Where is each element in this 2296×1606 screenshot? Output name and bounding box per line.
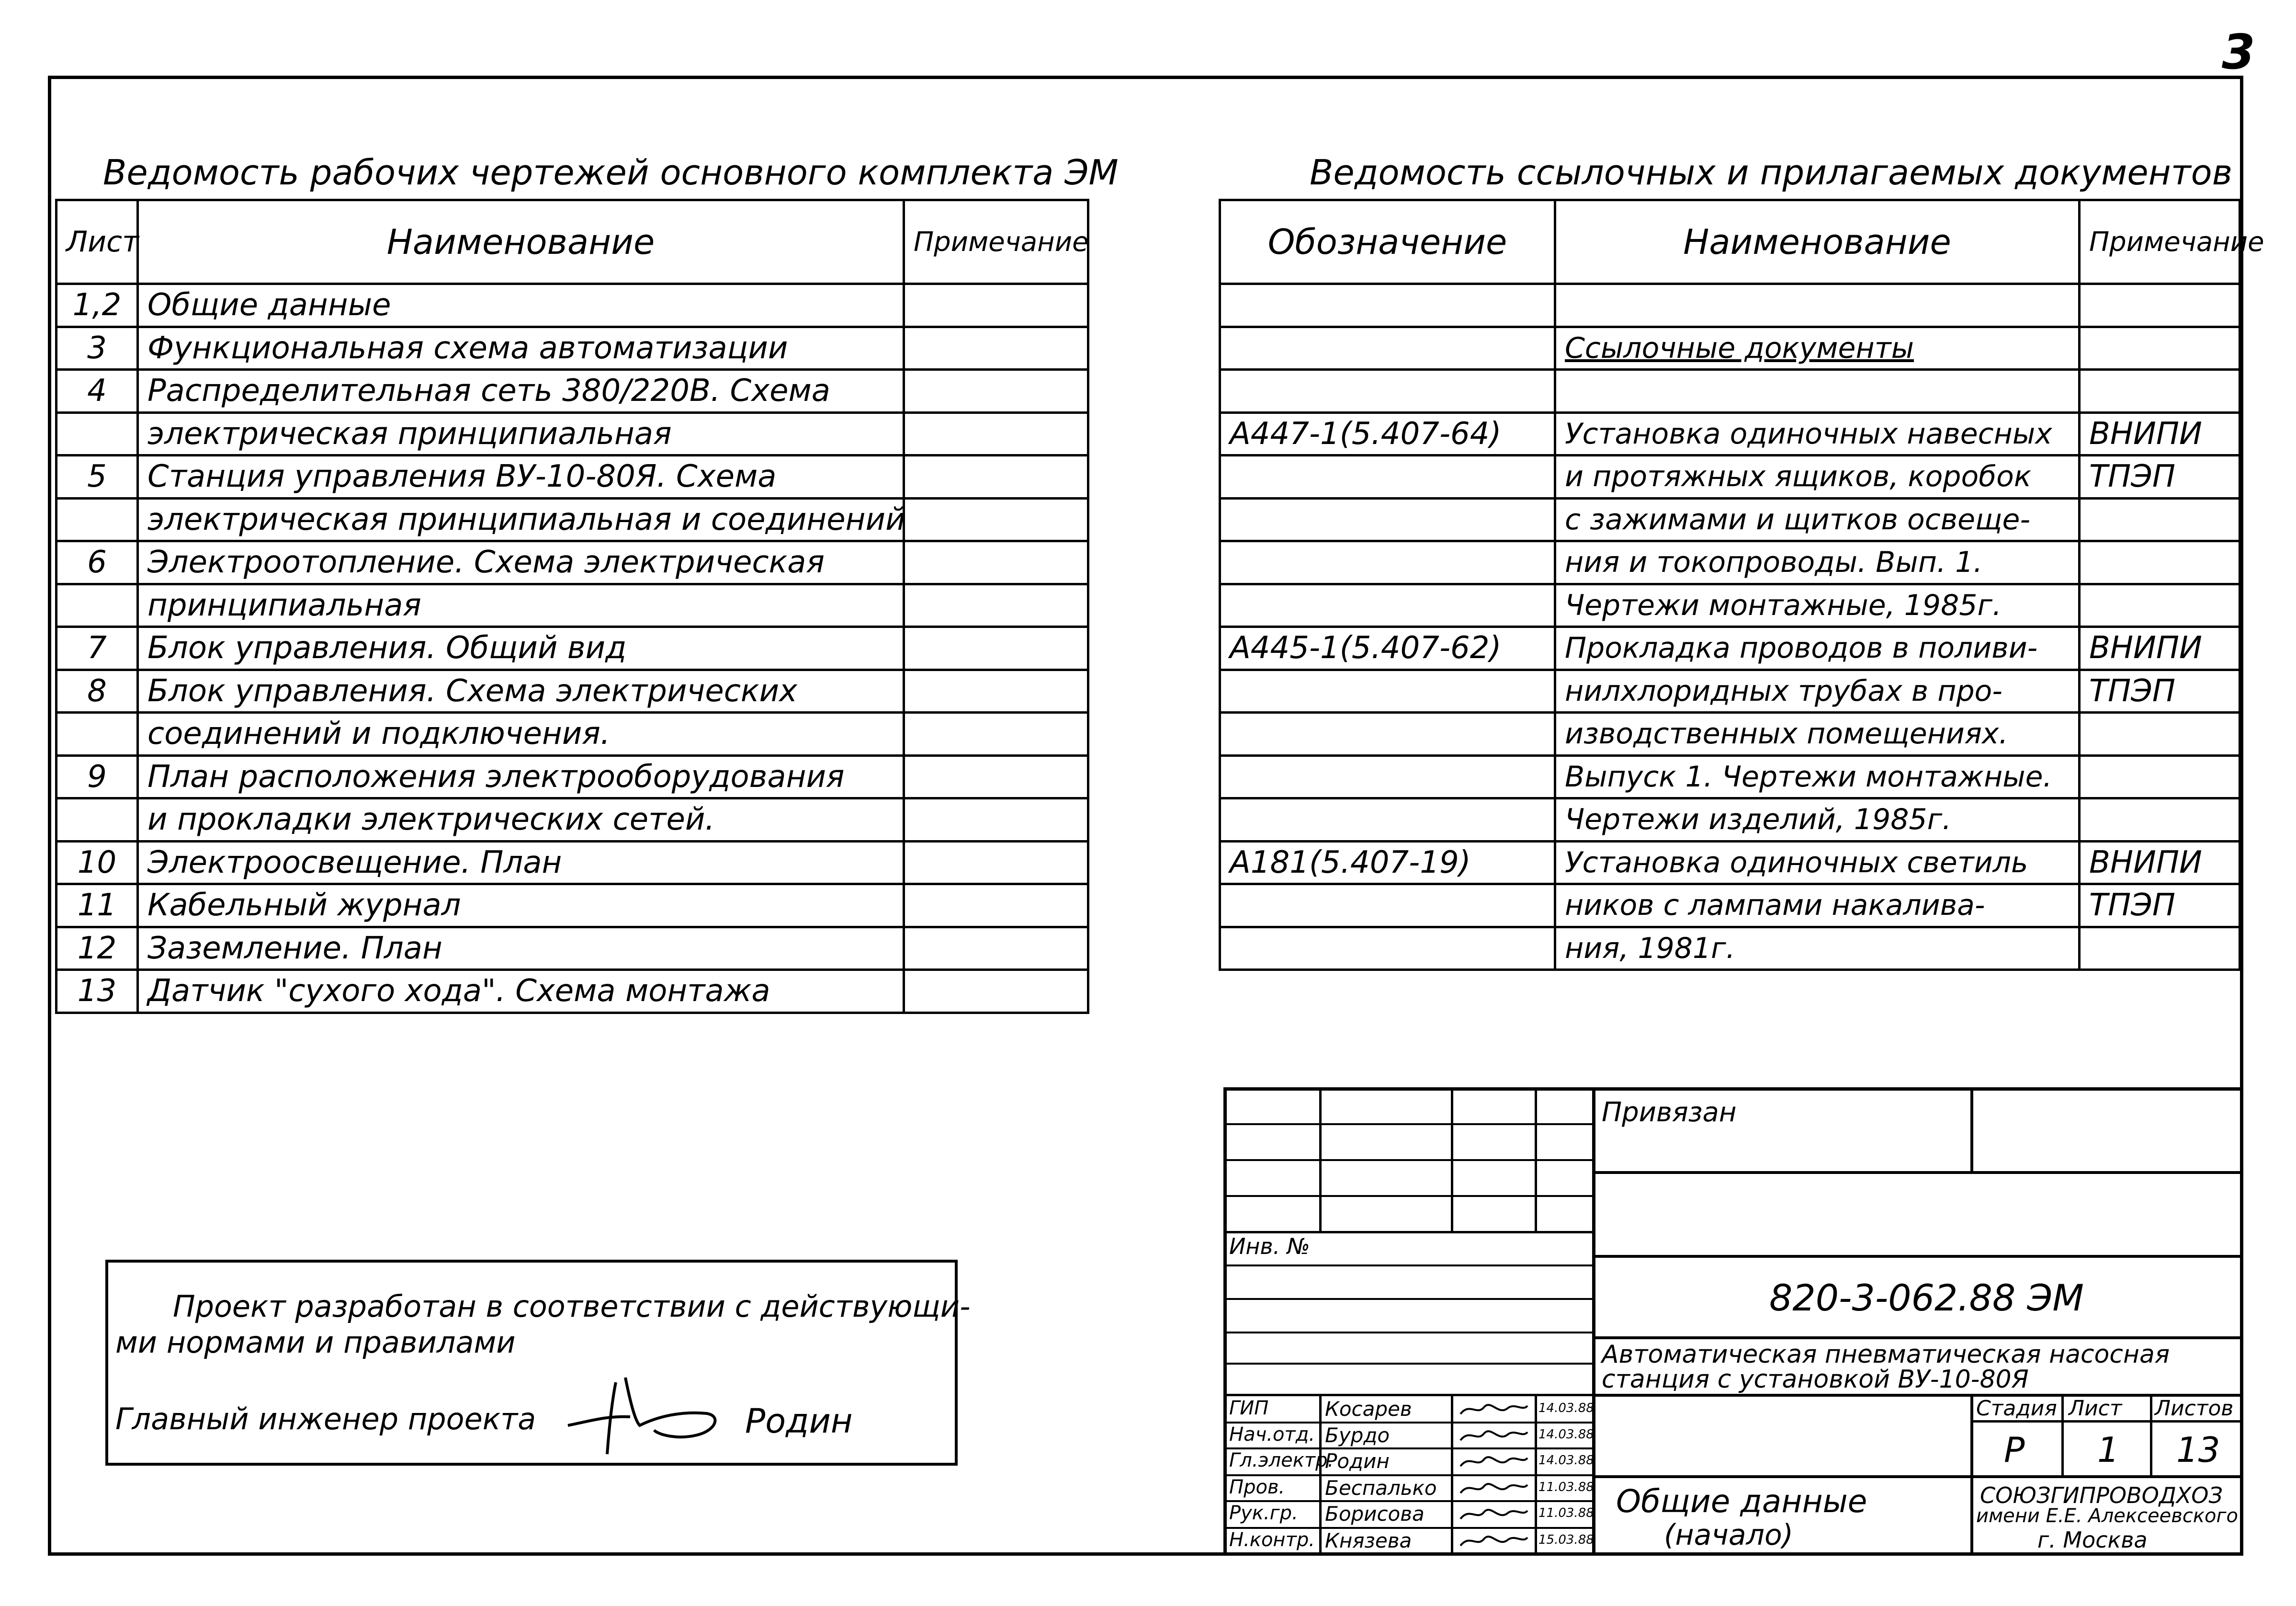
cell-code bbox=[1220, 713, 1555, 756]
cell-note bbox=[904, 412, 1088, 456]
chief-engineer-name: Родин bbox=[745, 1401, 853, 1441]
signature-icon bbox=[1456, 1502, 1532, 1526]
cell-code bbox=[1220, 370, 1555, 413]
cell-note bbox=[904, 670, 1088, 713]
header-note: Примечание bbox=[2080, 200, 2240, 284]
cell-note: ВНИПИ bbox=[2080, 841, 2240, 884]
header-code: Обозначение bbox=[1220, 200, 1555, 284]
cell-sheet: 10 bbox=[57, 841, 138, 884]
stage-header: Стадия bbox=[1976, 1396, 2057, 1421]
cell-name: ния и токопроводы. Вып. 1. bbox=[1555, 541, 2080, 584]
signer-role: Рук.гр. bbox=[1229, 1502, 1298, 1524]
cell-note bbox=[904, 584, 1088, 627]
signer-role: Гл.электр. bbox=[1229, 1449, 1334, 1471]
cell-name: Датчик "сухого хода". Схема монтажа bbox=[138, 970, 904, 1013]
signer-date: 11.03.88 bbox=[1538, 1480, 1594, 1494]
signer-role: ГИП bbox=[1229, 1397, 1269, 1419]
cell-sheet bbox=[57, 798, 138, 842]
cell-code bbox=[1220, 284, 1555, 327]
sheet-value: 1 bbox=[2097, 1430, 2119, 1470]
cell-name: Выпуск 1. Чертежи монтажные. bbox=[1555, 755, 2080, 798]
signer-date: 15.03.88 bbox=[1538, 1533, 1594, 1547]
header-name: Наименование bbox=[138, 200, 904, 284]
document-code: 820-3-062.88 ЭМ bbox=[1769, 1276, 2084, 1319]
cell-name: Электроосвещение. План bbox=[138, 841, 904, 884]
cell-name: и прокладки электрических сетей. bbox=[138, 798, 904, 842]
left-table-title: Ведомость рабочих чертежей основного комплекта ЭМ bbox=[103, 152, 1119, 193]
signer-date: 14.03.88 bbox=[1538, 1453, 1594, 1468]
table-row bbox=[57, 327, 1088, 370]
sheet-header: Лист bbox=[2069, 1396, 2122, 1421]
cell-name: Установка одиночных навесных bbox=[1555, 412, 2080, 456]
stage-value: Р bbox=[2004, 1430, 2025, 1470]
cell-note: ВНИПИ bbox=[2080, 627, 2240, 670]
cell-name: План расположения электрооборудования bbox=[138, 755, 904, 798]
table-row bbox=[57, 370, 1088, 413]
signer-name: Косарев bbox=[1325, 1397, 1412, 1421]
cell-name: Ссылочные документы bbox=[1555, 327, 2080, 370]
cell-note: ТПЭП bbox=[2080, 456, 2240, 499]
cell-sheet: 1,2 bbox=[57, 284, 138, 327]
cell-code bbox=[1220, 541, 1555, 584]
table-row bbox=[57, 456, 1088, 499]
signature-icon bbox=[1456, 1476, 1532, 1500]
cell-note bbox=[904, 755, 1088, 798]
cell-note bbox=[2080, 713, 2240, 756]
cell-name: соединений и подключения. bbox=[138, 713, 904, 756]
table-row bbox=[57, 713, 1088, 756]
table-row bbox=[57, 970, 1088, 1013]
cell-code bbox=[1220, 670, 1555, 713]
table-row bbox=[57, 670, 1088, 713]
inventory-label: Инв. № bbox=[1229, 1233, 1310, 1259]
signature-icon bbox=[1456, 1529, 1532, 1553]
table-row bbox=[1220, 841, 2240, 884]
table-row bbox=[57, 927, 1088, 970]
cell-name: с зажимами и щитков освеще- bbox=[1555, 498, 2080, 541]
cell-note bbox=[904, 884, 1088, 927]
organization-line-2: имени Е.Е. Алексеевского bbox=[1976, 1505, 2238, 1527]
table-row bbox=[57, 627, 1088, 670]
header-sheet: Лист bbox=[57, 200, 138, 284]
cell-name: электрическая принципиальная и соединений bbox=[138, 498, 904, 541]
organization-line-3: г. Москва bbox=[2037, 1527, 2148, 1553]
chief-engineer-label: Главный инженер проекта bbox=[115, 1401, 536, 1436]
cell-name bbox=[1555, 370, 2080, 413]
cell-sheet bbox=[57, 584, 138, 627]
table-row bbox=[1220, 713, 2240, 756]
cell-note bbox=[904, 927, 1088, 970]
cell-note bbox=[904, 713, 1088, 756]
signer-role: Пров. bbox=[1229, 1476, 1285, 1498]
signature-icon bbox=[1456, 1397, 1532, 1421]
cell-name: Общие данные bbox=[138, 284, 904, 327]
bound-label: Привязан bbox=[1602, 1097, 1737, 1128]
cell-name: электрическая принципиальная bbox=[138, 412, 904, 456]
signature-icon bbox=[1456, 1449, 1532, 1473]
cell-code bbox=[1220, 498, 1555, 541]
cell-name: ников с лампами накалива- bbox=[1555, 884, 2080, 927]
signature-icon bbox=[563, 1363, 735, 1459]
table-row bbox=[57, 884, 1088, 927]
cell-note bbox=[904, 284, 1088, 327]
cell-sheet: 8 bbox=[57, 670, 138, 713]
table-row bbox=[57, 284, 1088, 327]
table-row bbox=[57, 412, 1088, 456]
page-number: 3 bbox=[2222, 24, 2255, 80]
sheet-title-line-2: (начало) bbox=[1664, 1518, 1794, 1552]
table-row bbox=[1220, 327, 2240, 370]
cell-note: ТПЭП bbox=[2080, 884, 2240, 927]
cell-name bbox=[1555, 284, 2080, 327]
cell-note bbox=[2080, 541, 2240, 584]
cell-code bbox=[1220, 755, 1555, 798]
signer-name: Родин bbox=[1325, 1449, 1390, 1473]
signer-name: Беспалько bbox=[1325, 1476, 1437, 1500]
cell-note bbox=[2080, 498, 2240, 541]
cell-sheet bbox=[57, 498, 138, 541]
approval-note-box bbox=[105, 1260, 971, 1466]
cell-code: А445-1(5.407-62) bbox=[1220, 627, 1555, 670]
cell-note bbox=[2080, 584, 2240, 627]
cell-code bbox=[1220, 327, 1555, 370]
sheet-list-table bbox=[55, 199, 1089, 1014]
header-note: Примечание bbox=[904, 200, 1088, 284]
cell-sheet: 5 bbox=[57, 456, 138, 499]
cell-sheet: 7 bbox=[57, 627, 138, 670]
signature-icon bbox=[1456, 1424, 1532, 1447]
cell-name: Блок управления. Общий вид bbox=[138, 627, 904, 670]
cell-name: нилхлоридных трубах в про- bbox=[1555, 670, 2080, 713]
cell-name: изводственных помещениях. bbox=[1555, 713, 2080, 756]
signer-date: 11.03.88 bbox=[1538, 1506, 1594, 1520]
sheet-title-line-1: Общие данные bbox=[1616, 1483, 1867, 1520]
cell-note bbox=[904, 541, 1088, 584]
right-table-title: Ведомость ссылочных и прилагаемых документов bbox=[1310, 152, 2233, 193]
note-line-2: ми нормами и правилами bbox=[115, 1325, 516, 1360]
reference-docs-table bbox=[1219, 199, 2264, 971]
signer-name: Бурдо bbox=[1325, 1424, 1390, 1447]
table-row bbox=[57, 798, 1088, 842]
cell-note bbox=[2080, 370, 2240, 413]
table-row bbox=[1220, 584, 2240, 627]
signer-name: Борисова bbox=[1325, 1502, 1425, 1526]
table-row bbox=[57, 584, 1088, 627]
note-line-1: Проект разработан в соответствии с действующи- bbox=[173, 1289, 971, 1324]
cell-name: Функциональная схема автоматизации bbox=[138, 327, 904, 370]
table-row bbox=[57, 755, 1088, 798]
object-title-line-2: станция с установкой ВУ-10-80Я bbox=[1602, 1365, 2029, 1394]
cell-name: Станция управления ВУ-10-80Я. Схема bbox=[138, 456, 904, 499]
table-row bbox=[1220, 370, 2240, 413]
cell-note bbox=[2080, 755, 2240, 798]
cell-name: Кабельный журнал bbox=[138, 884, 904, 927]
cell-code bbox=[1220, 456, 1555, 499]
cell-name: Заземление. План bbox=[138, 927, 904, 970]
cell-name: ния, 1981г. bbox=[1555, 927, 2080, 970]
organization-line-1: СОЮЗГИПРОВОДХОЗ bbox=[1980, 1482, 2223, 1508]
cell-code bbox=[1220, 884, 1555, 927]
table-row bbox=[1220, 670, 2240, 713]
table-row bbox=[57, 841, 1088, 884]
cell-note bbox=[904, 841, 1088, 884]
cell-note: ВНИПИ bbox=[2080, 412, 2240, 456]
object-title-line-1: Автоматическая пневматическая насосная bbox=[1602, 1340, 2170, 1369]
cell-sheet: 4 bbox=[57, 370, 138, 413]
cell-sheet bbox=[57, 713, 138, 756]
cell-sheet: 3 bbox=[57, 327, 138, 370]
cell-note bbox=[904, 627, 1088, 670]
cell-note bbox=[2080, 284, 2240, 327]
table-row bbox=[57, 541, 1088, 584]
signer-date: 14.03.88 bbox=[1538, 1401, 1594, 1415]
cell-note bbox=[904, 456, 1088, 499]
cell-name: Чертежи монтажные, 1985г. bbox=[1555, 584, 2080, 627]
cell-sheet: 13 bbox=[57, 970, 138, 1013]
table-row bbox=[1220, 284, 2240, 327]
table-header-row bbox=[57, 200, 1088, 284]
cell-code bbox=[1220, 927, 1555, 970]
cell-code bbox=[1220, 798, 1555, 842]
table-row bbox=[57, 498, 1088, 541]
cell-note bbox=[904, 370, 1088, 413]
cell-name: Прокладка проводов в поливи- bbox=[1555, 627, 2080, 670]
cell-note bbox=[904, 798, 1088, 842]
cell-name: Распределительная сеть 380/220В. Схема bbox=[138, 370, 904, 413]
cell-sheet: 9 bbox=[57, 755, 138, 798]
cell-name: Установка одиночных светиль bbox=[1555, 841, 2080, 884]
table-row bbox=[1220, 456, 2240, 499]
table-row bbox=[1220, 755, 2240, 798]
signer-role: Нач.отд. bbox=[1229, 1424, 1315, 1446]
sheets-value: 13 bbox=[2176, 1430, 2220, 1470]
header-name: Наименование bbox=[1555, 200, 2080, 284]
signer-date: 14.03.88 bbox=[1538, 1427, 1594, 1442]
cell-name: Электроотопление. Схема электрическая bbox=[138, 541, 904, 584]
table-row bbox=[1220, 798, 2240, 842]
cell-sheet: 11 bbox=[57, 884, 138, 927]
title-block bbox=[1223, 1087, 2243, 1556]
cell-note bbox=[2080, 798, 2240, 842]
table-row bbox=[1220, 541, 2240, 584]
sheets-header: Листов bbox=[2155, 1396, 2234, 1421]
cell-code bbox=[1220, 584, 1555, 627]
cell-sheet: 12 bbox=[57, 927, 138, 970]
table-header-row bbox=[1220, 200, 2240, 284]
cell-note bbox=[2080, 327, 2240, 370]
cell-note bbox=[2080, 927, 2240, 970]
table-row bbox=[1220, 412, 2240, 456]
table-row bbox=[1220, 498, 2240, 541]
cell-sheet: 6 bbox=[57, 541, 138, 584]
cell-note bbox=[904, 970, 1088, 1013]
cell-name: Чертежи изделий, 1985г. bbox=[1555, 798, 2080, 842]
signer-name: Князева bbox=[1325, 1529, 1412, 1552]
table-row bbox=[1220, 627, 2240, 670]
cell-name: и протяжных ящиков, коробок bbox=[1555, 456, 2080, 499]
cell-name: принципиальная bbox=[138, 584, 904, 627]
cell-code: А181(5.407-19) bbox=[1220, 841, 1555, 884]
cell-code: А447-1(5.407-64) bbox=[1220, 412, 1555, 456]
table-row bbox=[1220, 927, 2240, 970]
cell-sheet bbox=[57, 412, 138, 456]
signer-role: Н.контр. bbox=[1229, 1529, 1315, 1551]
cell-note bbox=[904, 327, 1088, 370]
cell-name: Блок управления. Схема электрических bbox=[138, 670, 904, 713]
table-row bbox=[1220, 884, 2240, 927]
cell-note bbox=[904, 498, 1088, 541]
cell-note: ТПЭП bbox=[2080, 670, 2240, 713]
